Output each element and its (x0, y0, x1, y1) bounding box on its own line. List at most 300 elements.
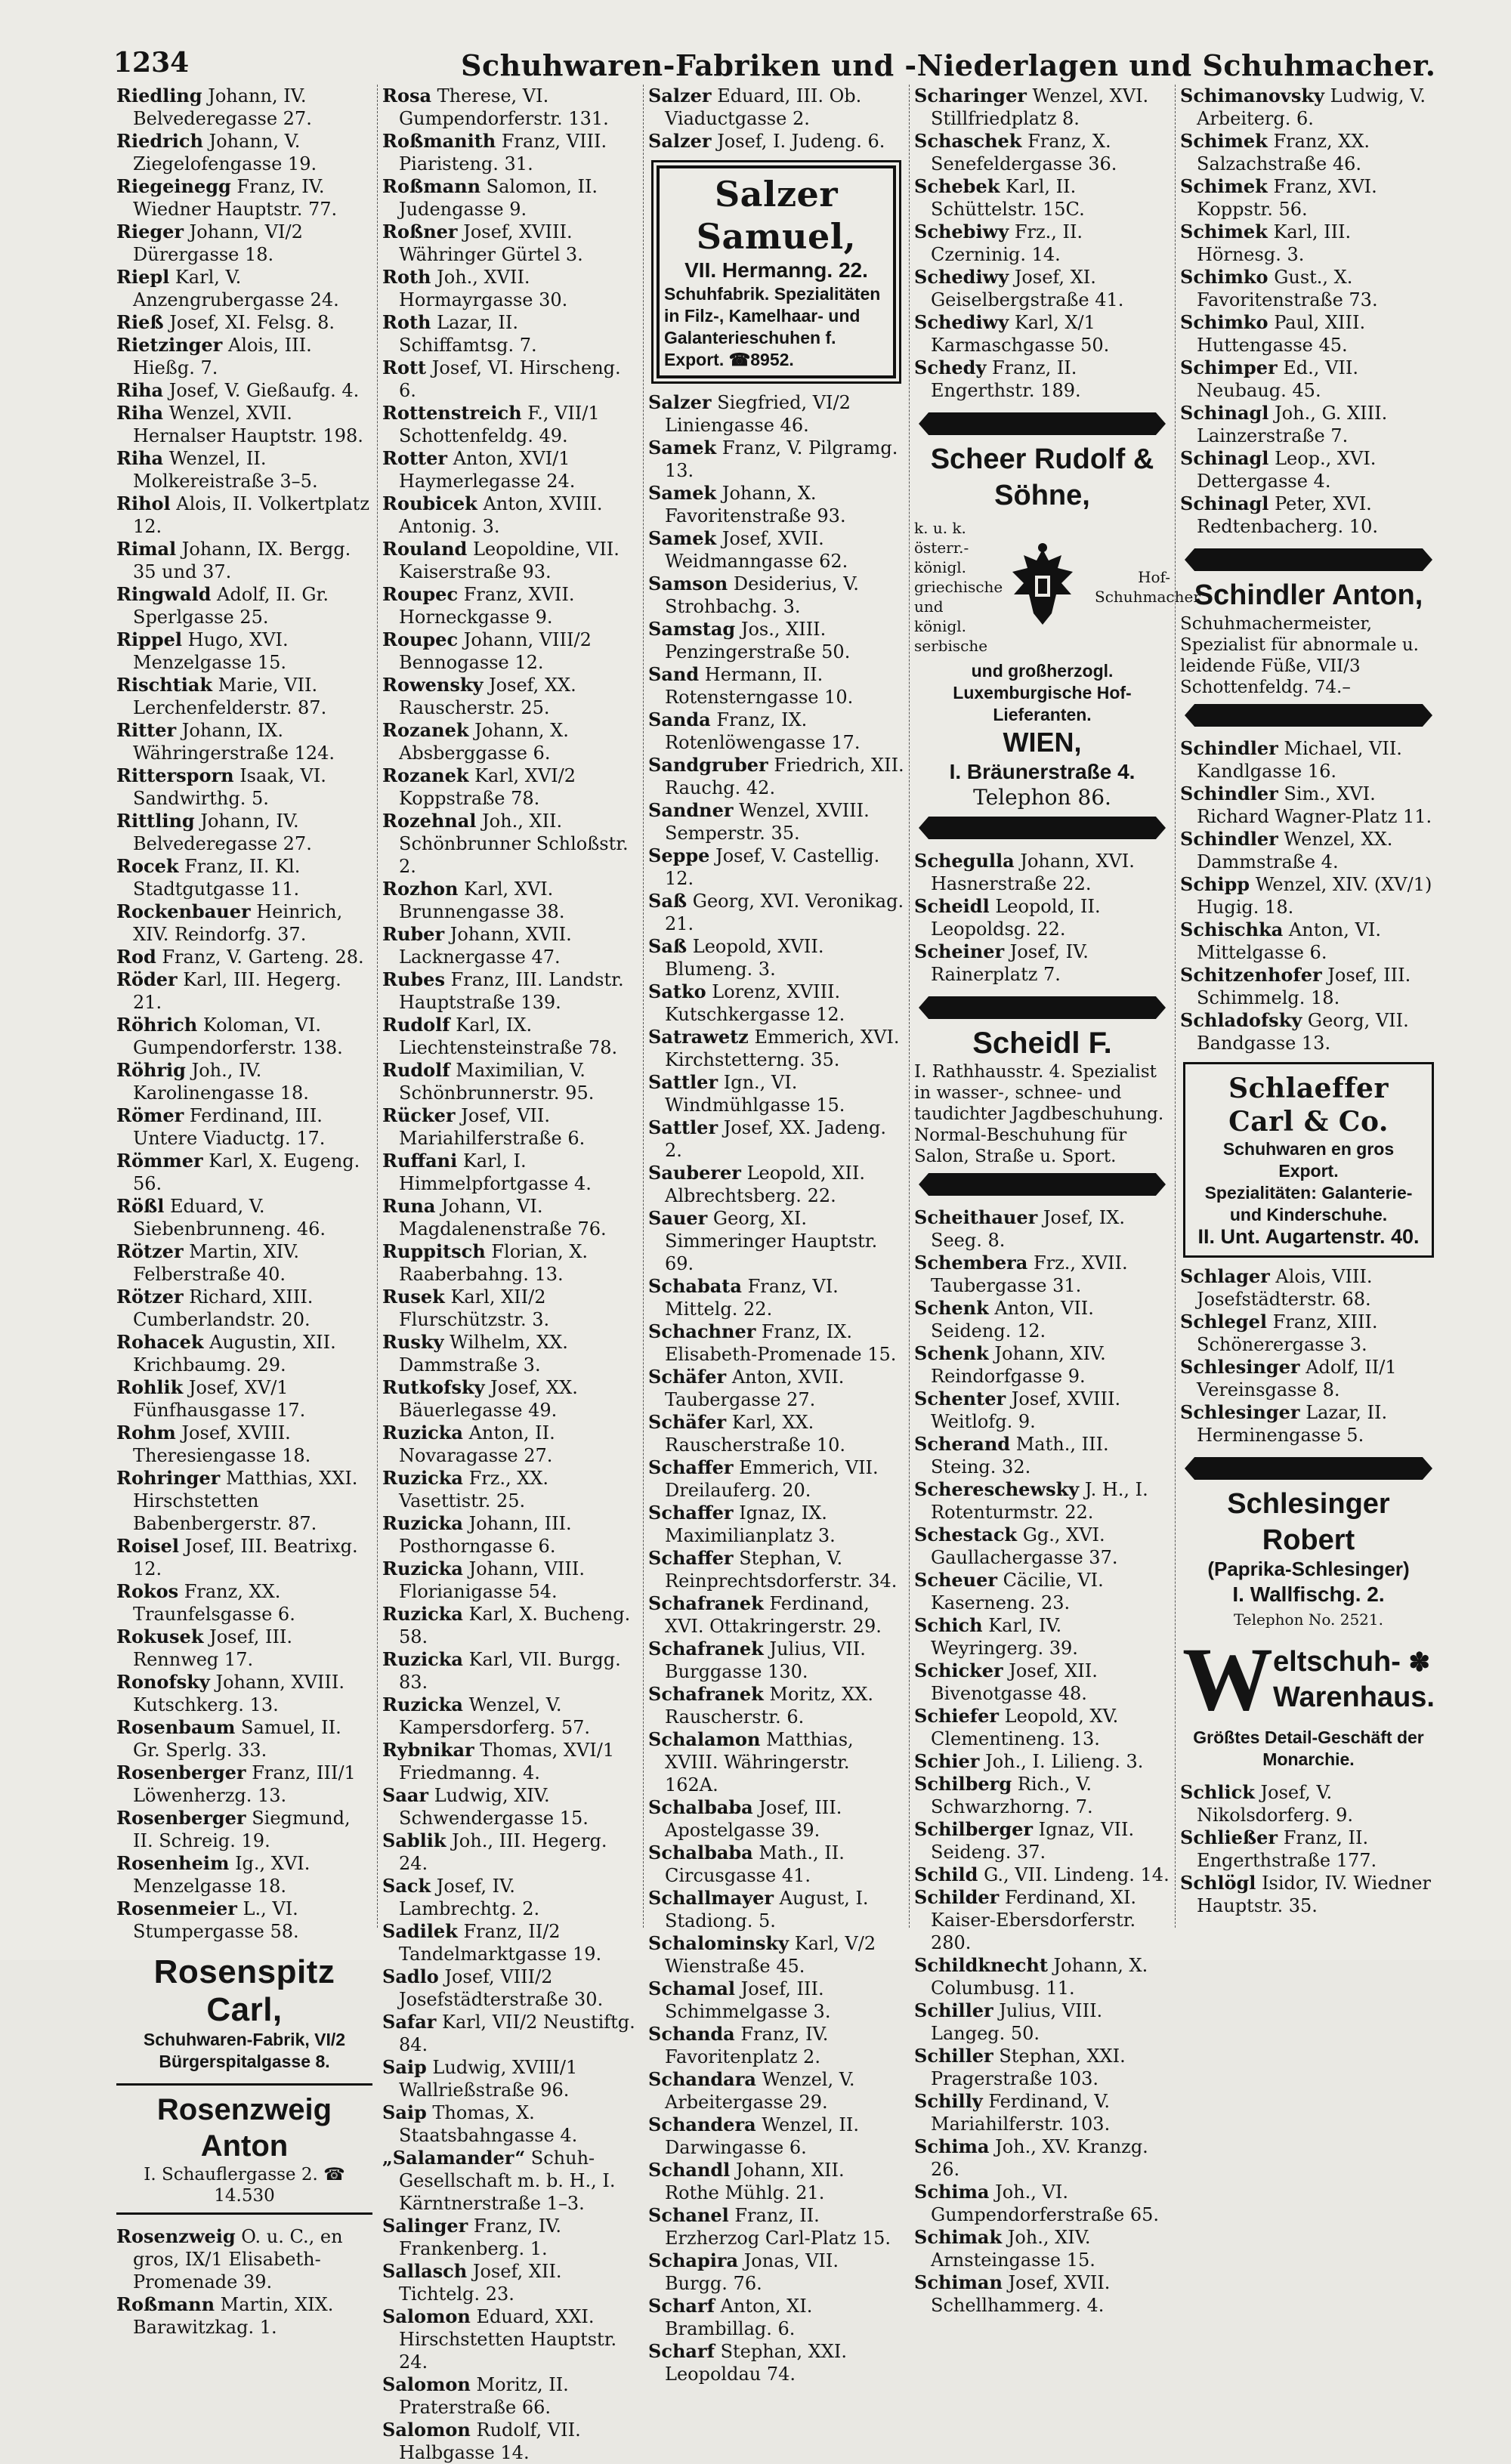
entry-text: Karl, II. Schüttelstr. 15C. (931, 176, 1085, 220)
entry-name: Samstag (648, 618, 736, 640)
entry-text: Karl, III. Hörnesg. 3. (1197, 221, 1352, 265)
entry-text: Karl, VII. Burgg. 83. (399, 1649, 621, 1693)
directory-entry (382, 968, 638, 1014)
entry-name: Rotter (382, 447, 448, 469)
ad-salzer (651, 160, 901, 384)
directory-entry (914, 1478, 1170, 1524)
entry-text: Johann, VI. Magdalenenstraße 76. (399, 1196, 607, 1240)
ad-title: Schlesinger Robert (1227, 1488, 1390, 1556)
directory-entry (382, 311, 638, 357)
ad-line: VII. Hermanng. 22. (684, 258, 868, 282)
entry-text: Isaak, VI. Sandwirthg. 5. (133, 765, 326, 809)
entry-text: Johann, XVIII. Kutschkerg. 13. (133, 1672, 345, 1715)
entry-name: Salomon (382, 2305, 471, 2327)
directory-entry (116, 1580, 372, 1626)
directory-entry (382, 2305, 638, 2373)
entry-name: Roßner (382, 221, 458, 242)
entry-text: Josef, XV/1 Fünfhausgasse 17. (133, 1377, 306, 1421)
entry-text: Leopold, XVII. Blumeng. 3. (665, 936, 824, 980)
entry-text: Adolf, II. Gr. Sperlgasse 25. (133, 584, 329, 628)
entry-name: Schima (914, 2135, 990, 2157)
entry-name: Röhrich (116, 1014, 198, 1036)
directory-entry (382, 628, 638, 674)
directory-entry (116, 447, 372, 492)
entry-name: Röhrig (116, 1059, 186, 1081)
directory-entry (648, 1978, 904, 2023)
entry-text: Franz, XVII. Horneckgasse 9. (399, 584, 575, 628)
directory-entry (116, 1286, 372, 1331)
entry-name: „Salamander“ (382, 2147, 526, 2169)
entry-name: Saar (382, 1784, 429, 1806)
entry-text: Ignaz, IX. Maximilianplatz 3. (665, 1502, 836, 1546)
directory-entry (116, 1195, 372, 1240)
directory-entry (914, 2226, 1170, 2271)
entry-name: Roßmann (116, 2293, 215, 2315)
entry-name: Rowensky (382, 674, 484, 696)
ad-rosenspitz (116, 1953, 372, 2073)
entry-name: Rozhon (382, 878, 459, 900)
entry-text: Hugo, XVI. Menzelgasse 15. (133, 629, 289, 673)
directory-entry (1180, 873, 1437, 919)
columns (112, 85, 1469, 2463)
weltschuh-logo (1180, 1629, 1437, 1729)
entry-name: Salzer (648, 130, 712, 152)
entry-text: Josef, V. Gießaufg. 4. (168, 380, 360, 401)
directory-entry (382, 1422, 638, 1467)
directory-entry (382, 1150, 638, 1195)
entry-text: Ignaz, VII. Seideng. 37. (931, 1819, 1135, 1863)
entry-name: Salzer (648, 85, 712, 107)
directory-entry (648, 1683, 904, 1728)
directory-entry (382, 1331, 638, 1376)
entry-name: Rybnikar (382, 1739, 474, 1761)
entry-name: Schaschek (914, 130, 1022, 152)
entry-text: Leop., XVI. Dettergasse 4. (1197, 448, 1377, 492)
directory-entry (116, 311, 372, 334)
entry-text: Jonas, VII. Burgg. 76. (665, 2250, 839, 2294)
entry-text: Ign., VI. Windmühlgasse 15. (665, 1072, 845, 1116)
directory-entry (382, 1920, 638, 1965)
ad-schindler (1180, 548, 1437, 727)
entry-name: Saß (648, 890, 688, 912)
entry-name: Schabata (648, 1275, 742, 1297)
entry-text: Koloman, VI. Gumpendorferstr. 138. (133, 1014, 343, 1058)
ad-line: Spezialitäten: Galanterie- und Kinderschuhe. (1204, 1183, 1413, 1224)
entry-name: Riha (116, 447, 164, 469)
entry-name: Schimanovsky (1180, 85, 1324, 107)
entry-name: Schenk (914, 1297, 989, 1319)
directory-entry (648, 1796, 904, 1842)
entry-text: Franz, V. Pilgramg. 13. (665, 437, 898, 481)
entry-text: Karl, V/2 Wienstraße 45. (665, 1933, 876, 1977)
logo-line: Warenhaus. (1273, 1681, 1435, 1713)
entry-name: Roubicek (382, 492, 477, 514)
ad-scheidl (914, 996, 1170, 1196)
entry-name: Rozehnal (382, 810, 477, 832)
directory-entry (1180, 175, 1437, 221)
entry-name: Schinagl (1180, 447, 1269, 469)
entry-text: Josef, XVII. Schellhammerg. 4. (931, 2272, 1111, 2316)
entry-name: Schenk (914, 1342, 989, 1364)
directory-entry (914, 2045, 1170, 2090)
directory-entry (1180, 266, 1437, 311)
directory-entry (914, 175, 1170, 221)
ad-line: Schuhmachermeister, Spezialist für abnormale u. leidende Füße, VII/3 Schottenfeldg. 74.– (1180, 614, 1419, 697)
directory-entry (914, 2135, 1170, 2181)
entry-text: Josef, XI. Felsg. 8. (169, 312, 335, 333)
directory-entry (116, 85, 372, 130)
column-3 (644, 85, 910, 2385)
entry-name: Schischka (1180, 919, 1284, 940)
directory-entry (914, 1388, 1170, 1433)
entry-name: Schimak (914, 2226, 1003, 2248)
entry-name: Scharinger (914, 85, 1027, 107)
directory-entry (914, 357, 1170, 402)
entry-text: Franz, IV. Favoritenplatz 2. (665, 2024, 829, 2067)
ad-rosenzweig (116, 2083, 372, 2215)
entry-name: Schäfer (648, 1411, 727, 1433)
directory-entry (914, 1705, 1170, 1750)
entry-text: Frz., XX. Vasettistr. 25. (399, 1468, 549, 1511)
directory-entry (382, 1965, 638, 2011)
entry-name: Schicker (914, 1660, 1003, 1681)
directory-entry (382, 1195, 638, 1240)
entry-name: Rötzer (116, 1286, 184, 1308)
directory-entry (116, 1897, 372, 1943)
entry-text: Johann, XVII. Lacknergasse 47. (399, 924, 572, 968)
entry-name: Rosenzweig (116, 2225, 236, 2247)
entry-text: Cäcilie, VI. Kaserneng. 23. (931, 1570, 1104, 1613)
entry-name: Samek (648, 437, 717, 459)
directory-entry (116, 674, 372, 719)
entry-name: Rücker (382, 1104, 456, 1126)
directory-entry (648, 1026, 904, 1071)
directory-entry (382, 810, 638, 878)
entry-text: Franz, VIII. Piaristeng. 31. (399, 131, 607, 174)
entry-text: Franz, II/2 Tandelmarktgasse 19. (399, 1921, 602, 1965)
entry-name: Scherand (914, 1433, 1011, 1455)
entry-text: Joh., G. XIII. Lainzerstraße 7. (1197, 403, 1388, 446)
entry-text: Joh., III. Hegerg. 24. (399, 1830, 607, 1874)
column-5 (1176, 85, 1441, 1928)
entry-text: Adolf, II/1 Vereinsgasse 8. (1197, 1357, 1397, 1400)
entry-text: Anton, XVI/1 Haymerlegasse 24. (399, 448, 576, 492)
directory-entry (648, 2249, 904, 2295)
directory-entry (116, 946, 372, 968)
entry-text: Joh., XV. Kranzg. 26. (931, 2136, 1148, 2180)
entry-text: Josef, VI. Hirscheng. 6. (399, 357, 621, 401)
directory-entry (116, 334, 372, 379)
entry-text: Josef, III. Beatrixg. 12. (133, 1536, 358, 1579)
directory-entry (116, 2225, 372, 2293)
entry-name: Rubes (382, 968, 445, 990)
entry-text: Wenzel, V. Kampersdorferg. 57. (399, 1694, 590, 1738)
directory-entry (1180, 919, 1437, 964)
entry-text: Leopold, XV. Clementineng. 13. (931, 1706, 1119, 1749)
entry-text: Johann, IX. Bergg. 35 und 37. (133, 539, 351, 582)
entry-text: Johann, VI/2 Dürergasse 18. (133, 221, 303, 265)
directory-entry (648, 1116, 904, 1162)
directory-entry (648, 482, 904, 527)
ad-bar (919, 817, 1166, 839)
directory-entry (914, 2090, 1170, 2135)
directory-entry (382, 175, 638, 221)
entry-name: Satrawetz (648, 1026, 749, 1048)
entry-text: Karl, XII/2 Flurschützstr. 3. (399, 1286, 550, 1330)
entry-text: Eduard, V. Siebenbrunneng. 46. (133, 1196, 326, 1240)
directory-entry (648, 1547, 904, 1592)
entry-name: Rößl (116, 1195, 165, 1217)
directory-entry (116, 1331, 372, 1376)
ad-line: I. Schauflergasse 2. ☎ 14.530 (144, 2165, 345, 2206)
ad-bar (919, 996, 1166, 1019)
directory-entry (648, 1728, 904, 1796)
entry-name: Schebek (914, 175, 1000, 197)
directory-entry (382, 1603, 638, 1648)
entry-name: Schediwy (914, 311, 1009, 333)
entry-name: Sauer (648, 1207, 708, 1229)
entry-name: Roisel (116, 1535, 179, 1557)
entry-name: Römmer (116, 1150, 203, 1172)
entry-text: Siegmund, II. Schreig. 19. (133, 1808, 351, 1851)
entry-name: Röder (116, 968, 178, 990)
entry-text: Eduard, XXI. Hirschstetten Hauptstr. 24. (399, 2306, 617, 2373)
directory-entry (382, 2056, 638, 2101)
entry-text: Josef, IV. Rainerplatz 7. (931, 941, 1089, 985)
entry-text: Martin, XIX. Barawitzkag. 1. (133, 2294, 334, 2338)
entry-text: Karl, IX. Liechtensteinstraße 78. (399, 1014, 618, 1058)
entry-name: Schaffer (648, 1456, 734, 1478)
entry-name: Scheithauer (914, 1206, 1038, 1228)
entry-name: Rieger (116, 221, 184, 242)
entry-text: Karl, XVI. Brunnengasse 38. (399, 878, 565, 922)
ad-bar (1185, 548, 1432, 571)
directory-entry (914, 1252, 1170, 1297)
entry-name: Schimek (1180, 221, 1268, 242)
entry-name: Schilly (914, 2090, 983, 2112)
entry-name: Rieß (116, 311, 164, 333)
entry-name: Samson (648, 573, 728, 594)
entry-text: August, I. Stadiong. 5. (665, 1888, 869, 1931)
directory-entry (914, 940, 1170, 986)
entry-text: Wenzel, II. Darwingasse 6. (665, 2114, 860, 2158)
directory-entry (116, 402, 372, 447)
directory-entry (116, 1716, 372, 1762)
ad-title: Schindler Anton, (1194, 579, 1423, 611)
directory-entry (116, 1467, 372, 1535)
entry-name: Schestack (914, 1524, 1018, 1545)
entry-text: Moritz, XX. Rauscherstr. 6. (665, 1684, 873, 1728)
entry-name: Schiller (914, 2045, 993, 2067)
entry-name: Ruffani (382, 1150, 458, 1172)
entry-name: Sandgruber (648, 754, 768, 776)
entry-name: Ruzicka (382, 1512, 463, 1534)
directory-entry (116, 583, 372, 628)
directory-entry (1180, 828, 1437, 873)
entry-name: Rottenstreich (382, 402, 522, 424)
entry-name: Rötzer (116, 1240, 184, 1262)
entry-text: Karl, VII/2 Neustiftg. 84. (399, 2012, 635, 2055)
entry-name: Samek (648, 527, 717, 549)
entry-name: Ruzicka (382, 1694, 463, 1715)
directory-entry (382, 1648, 638, 1694)
ad-line: (Paprika-Schlesinger) (1207, 1558, 1410, 1580)
entry-text: Thomas, X. Staatsbahngasse 4. (399, 2102, 578, 2146)
directory-entry (382, 2419, 638, 2464)
entry-text: Wenzel, XIV. (XV/1) Hugig. 18. (1197, 874, 1432, 918)
entry-text: Franz, II. Engerthstraße 177. (1197, 1827, 1377, 1871)
entry-text: Rich., V. Schwarzhorng. 7. (931, 1774, 1093, 1817)
directory-entry (382, 2260, 638, 2305)
entry-text: Karl, III. Hegerg. 21. (133, 969, 341, 1013)
entry-name: Rischtiak (116, 674, 213, 696)
entry-text: Josef, VIII/2 Josefstädterstraße 30. (399, 1966, 604, 2010)
entry-name: Schanel (648, 2204, 729, 2226)
ad-line: Schuhfabrik. Spezialitäten in Filz-, Kamelhaar- und Galanterieschuhen f. Export. ☎8952. (664, 284, 881, 369)
entry-name: Schallmayer (648, 1887, 774, 1909)
entry-text: Franz, XVI. Koppstr. 56. (1197, 176, 1377, 220)
directory-entry (648, 130, 904, 153)
ad-title: Rosenspitz Carl, (153, 1953, 335, 2028)
entry-name: Schimko (1180, 311, 1268, 333)
entry-text: Alois, III. Hießg. 7. (133, 335, 312, 378)
entry-text: Karl, V. Anzengrubergasse 24. (133, 267, 339, 310)
directory-entry (914, 1297, 1170, 1342)
entry-name: Rott (382, 357, 427, 378)
directory-entry (648, 618, 904, 663)
directory-entry (914, 1569, 1170, 1614)
entry-name: Schafranek (648, 1592, 764, 1614)
entry-text: Franz, VI. Mittelg. 22. (665, 1276, 839, 1320)
entry-name: Rittling (116, 810, 195, 832)
logo-letter: W (1182, 1629, 1273, 1729)
directory-entry (648, 935, 904, 980)
entry-name: Rimal (116, 538, 177, 560)
entry-name: Rosa (382, 85, 432, 107)
directory-entry (116, 1852, 372, 1897)
entry-name: Ruzicka (382, 1603, 463, 1625)
entry-text: Anton, VI. Mittelgasse 6. (1197, 919, 1381, 963)
entry-name: Schiefer (914, 1705, 1000, 1727)
entry-name: Schalominsky (648, 1932, 789, 1954)
entry-name: Schier (914, 1750, 980, 1772)
entry-name: Rozanek (382, 719, 469, 741)
entry-name: Schinagl (1180, 492, 1269, 514)
directory-entry (648, 1275, 904, 1320)
directory-entry (116, 1807, 372, 1852)
entry-name: Schildknecht (914, 1954, 1048, 1976)
directory-entry (648, 663, 904, 709)
directory-entry (116, 1240, 372, 1286)
entry-text: Josef, III. Rennweg 17. (133, 1626, 293, 1670)
entry-name: Sauberer (648, 1162, 741, 1184)
directory-entry (382, 1739, 638, 1784)
entry-text: Josef, V. Nikolsdorferg. 9. (1197, 1782, 1354, 1826)
entry-text: Franz, II. Engerthstr. 189. (931, 357, 1081, 401)
entry-name: Schäfer (648, 1366, 727, 1388)
entry-text: Rudolf, VII. Halbgasse 14. (399, 2419, 581, 2463)
entry-list (116, 2225, 372, 2339)
directory-entry (382, 538, 638, 583)
entry-text: Franz, XX. Salzachstraße 46. (1197, 131, 1370, 174)
entry-text: Joh., VI. Gumpendorferstraße 65. (931, 2181, 1160, 2225)
entry-text: Johann, X. Columbusg. 11. (931, 1955, 1148, 1999)
entry-name: Schindler (1180, 737, 1278, 759)
directory-entry (382, 2011, 638, 2056)
entry-name: Rosenmeier (116, 1897, 237, 1919)
entry-name: Riedling (116, 85, 202, 107)
entry-text: Lorenz, XVIII. Kutschkergasse 12. (665, 981, 845, 1025)
entry-name: Rudolf (382, 1059, 450, 1081)
ad-title: Scheer Rudolf & Söhne, (930, 443, 1154, 511)
ad-schlaeffer (1183, 1062, 1434, 1258)
entry-name: Schegulla (914, 850, 1015, 872)
entry-name: Schereschewsky (914, 1478, 1080, 1500)
entry-name: Riedrich (116, 130, 203, 152)
directory-entry (116, 764, 372, 810)
directory-entry (116, 266, 372, 311)
entry-name: Rudolf (382, 1014, 450, 1036)
entry-name: Scheiner (914, 940, 1005, 962)
entry-name: Sandner (648, 799, 734, 821)
directory-entry (382, 1829, 638, 1875)
entry-name: Sattler (648, 1116, 718, 1138)
entry-text: Isidor, IV. Wiedner Hauptstr. 35. (1197, 1873, 1431, 1916)
entry-name: Rutkofsky (382, 1376, 485, 1398)
entry-text: Karl, IV. Weyringerg. 39. (931, 1615, 1078, 1659)
entry-name: Schiller (914, 1999, 993, 2021)
directory-entry (914, 266, 1170, 311)
entry-text: Frz., XVII. Taubergasse 31. (931, 1252, 1128, 1296)
directory-entry (1180, 1009, 1437, 1054)
entry-text: Josef, XX. Rauscherstr. 25. (399, 675, 576, 718)
directory-entry (914, 311, 1170, 357)
directory-entry (914, 1750, 1170, 1773)
directory-entry (914, 1524, 1170, 1569)
entry-name: Roßmann (382, 175, 481, 197)
entry-text: J. H., I. Rotenturmstr. 22. (931, 1479, 1148, 1523)
entry-name: Sallasch (382, 2260, 468, 2282)
entry-name: Schanda (648, 2023, 735, 2045)
ad-line: I. Rathhausstr. 4. Spezialist in wasser-, schnee- und taudichter Jagdbeschuhung. Normal-Beschuhung für Salon, Straße u. Sport. (914, 1062, 1164, 1166)
directory-entry (382, 1512, 638, 1558)
directory-entry (648, 1592, 904, 1638)
entry-text: Johann, III. Posthorngasse 6. (399, 1513, 572, 1557)
directory-entry (382, 1014, 638, 1059)
entry-text: F., VII/1 Schottenfeldg. 49. (399, 403, 600, 446)
entry-text: Joh., XII. Schönbrunner Schloßstr. 2. (399, 811, 629, 877)
directory-entry (1180, 130, 1437, 175)
directory-entry (116, 1626, 372, 1671)
column-1 (112, 85, 378, 2338)
directory-entry (382, 2373, 638, 2419)
entry-text: Stephan, XXI. Leopoldau 74. (665, 2341, 847, 2385)
entry-text: Anton, VII. Seideng. 12. (931, 1298, 1094, 1342)
entry-name: Schandara (648, 2068, 756, 2090)
column-2 (378, 85, 644, 2463)
entry-list (382, 85, 638, 2464)
entry-name: Ronofsky (116, 1671, 210, 1693)
entry-list (1180, 737, 1437, 1054)
entry-text: Josef, XX. Jadeng. 2. (665, 1117, 886, 1161)
entry-name: Rozanek (382, 764, 469, 786)
directory-entry (116, 221, 372, 266)
entry-name: Schich (914, 1614, 983, 1636)
entry-text: Emmerich, XVI. Kirchstetterng. 35. (665, 1027, 900, 1070)
entry-name: Ruppitsch (382, 1240, 486, 1262)
directory-entry (116, 538, 372, 583)
entry-text: Wenzel, XVII. Hernalser Hauptstr. 198. (133, 403, 363, 446)
